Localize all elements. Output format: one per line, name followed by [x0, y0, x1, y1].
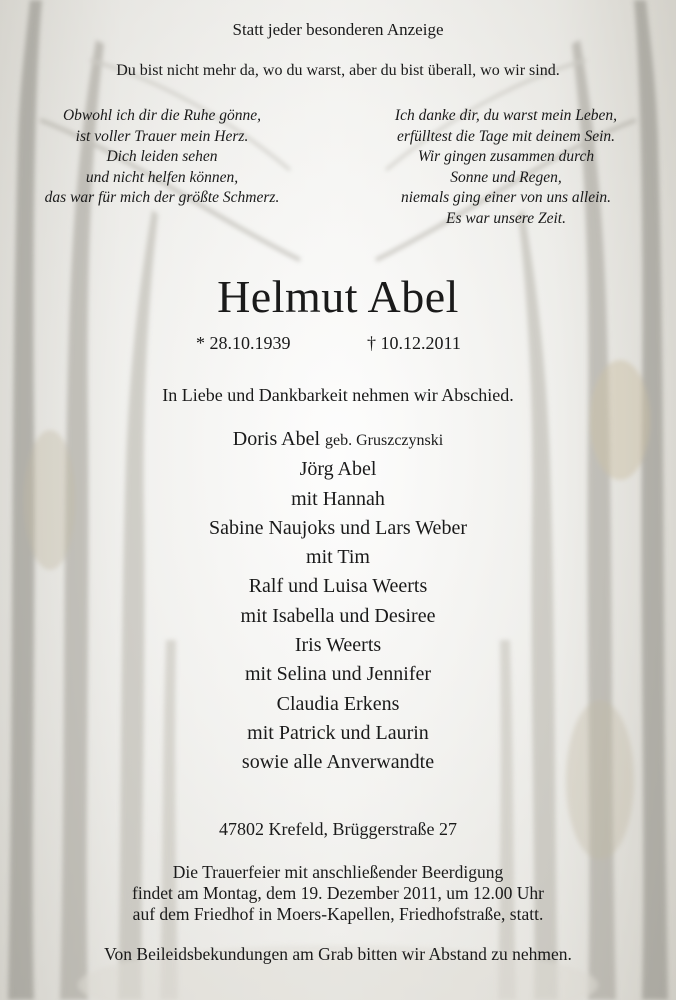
- maiden-name-note: geb. Gruszczynski: [325, 432, 444, 449]
- poem-line: Dich leiden sehen: [106, 148, 218, 165]
- service-line: findet am Montag, dem 19. Dezember 2011, um 12.00 Uhr: [132, 883, 544, 903]
- poem-line: Es war unsere Zeit.: [446, 209, 566, 227]
- poem-line: erfülltest die Tage mit deinem Sein.: [396, 127, 616, 145]
- condolence-request: Von Beileidsbekundungen am Grab bitten wir Abstand zu nehmen.: [104, 944, 572, 964]
- family-list: [0, 425, 676, 778]
- poem-left: [12, 106, 312, 209]
- family-member: mit Selina und Jennifer: [244, 663, 432, 686]
- service-line: auf dem Friedhof in Moers-Kapellen, Friedhofstraße, statt.: [132, 904, 544, 924]
- poem-right: [356, 106, 656, 229]
- family-member: sowie alle Anverwandte: [241, 751, 435, 774]
- death-date: † 10.12.2011: [367, 333, 461, 353]
- family-member: Claudia Erkens: [276, 692, 400, 715]
- poem-line: Sonne und Regen,: [450, 168, 562, 186]
- deceased-name: Helmut Abel: [217, 271, 459, 322]
- family-member: Iris Weerts: [294, 634, 382, 657]
- motto-line: Du bist nicht mehr da, wo du warst, aber du bist überall, wo wir sind.: [116, 62, 560, 79]
- poem-line: Wir gingen zusammen durch: [417, 148, 595, 165]
- poem-line: ist voller Trauer mein Herz.: [75, 127, 249, 145]
- family-member: Sabine Naujoks und Lars Weber: [209, 516, 467, 539]
- family-member: Ralf und Luisa Weerts: [248, 575, 428, 598]
- service-line: Die Trauerfeier mit anschließender Beerdigung: [172, 862, 504, 882]
- poem-line: Ich danke dir, du warst mein Leben,: [394, 107, 618, 124]
- family-member: mit Isabella und Desiree: [240, 604, 436, 627]
- poem-line: das war für mich der größte Schmerz.: [44, 189, 280, 206]
- family-member: mit Tim: [306, 546, 370, 569]
- family-member-name: Doris Abel: [232, 428, 321, 450]
- poem-line: niemals ging einer von uns allein.: [400, 189, 612, 206]
- poem-line: und nicht helfen können,: [85, 168, 239, 186]
- family-member: mit Patrick und Laurin: [247, 721, 429, 744]
- family-member: [0, 425, 676, 455]
- family-address: 47802 Krefeld, Brüggerstraße 27: [219, 819, 457, 839]
- family-member: mit Hannah: [291, 487, 385, 510]
- notice-header: Statt jeder besonderen Anzeige: [232, 20, 444, 39]
- family-member: Jörg Abel: [299, 458, 377, 481]
- poem-line: Obwohl ich dir die Ruhe gönne,: [62, 107, 262, 124]
- farewell-line: In Liebe und Dankbarkeit nehmen wir Abschied.: [162, 385, 514, 405]
- birth-date: * 28.10.1939: [196, 333, 291, 353]
- funeral-service-info: [0, 862, 676, 925]
